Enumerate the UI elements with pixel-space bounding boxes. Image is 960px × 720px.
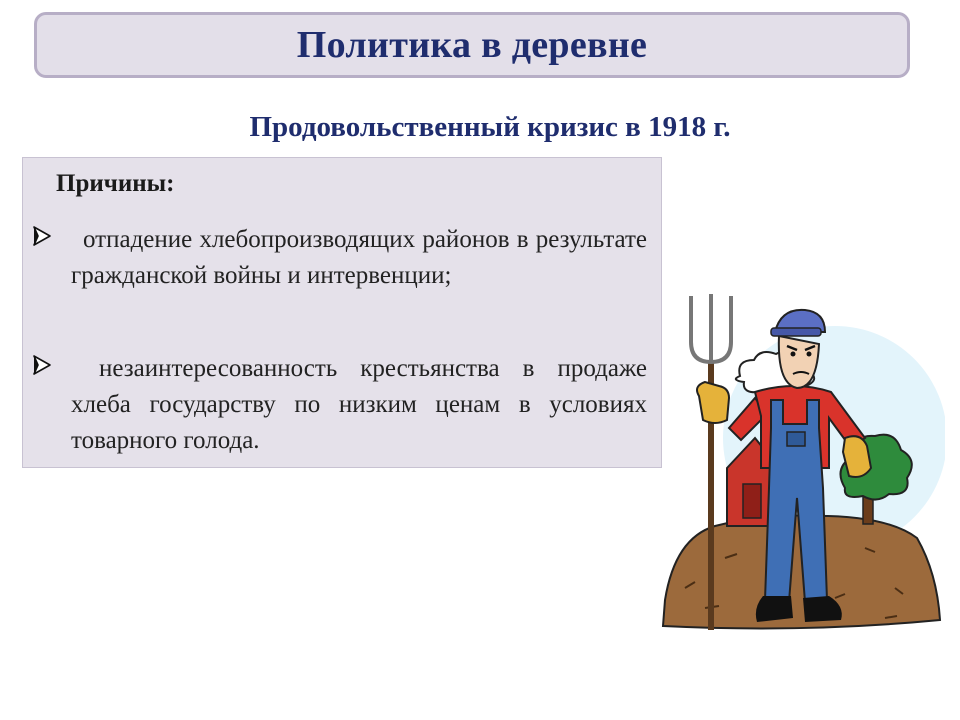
bullet-arrow-icon — [31, 354, 53, 376]
cause-text — [71, 351, 647, 459]
cause-text — [71, 222, 647, 294]
slide-title: Политика в деревне — [296, 24, 648, 66]
cause-item — [31, 222, 647, 294]
cause-rest: результате гражданской войны и интервенции; — [71, 226, 648, 289]
slide-subtitle: Продовольственный кризис в 1918 г. — [249, 111, 731, 143]
cause-first-line: отпадение хлебопроизводящих районов в — [83, 226, 529, 253]
farmer-illustration — [655, 288, 945, 640]
causes-box — [22, 157, 662, 468]
causes-heading: Причины: — [56, 170, 175, 197]
glove-left — [697, 382, 729, 423]
cause-item — [31, 351, 647, 459]
boot-left — [756, 596, 793, 622]
title-bar — [34, 12, 910, 78]
cause-rest: продаже хлеба государству по низким ценам в условиях товарного голода. — [71, 355, 647, 454]
pitchfork-icon — [691, 294, 731, 362]
cause-first-line: незаинтересованность крестьянства в — [99, 355, 535, 382]
bullet-arrow-icon — [31, 225, 53, 247]
